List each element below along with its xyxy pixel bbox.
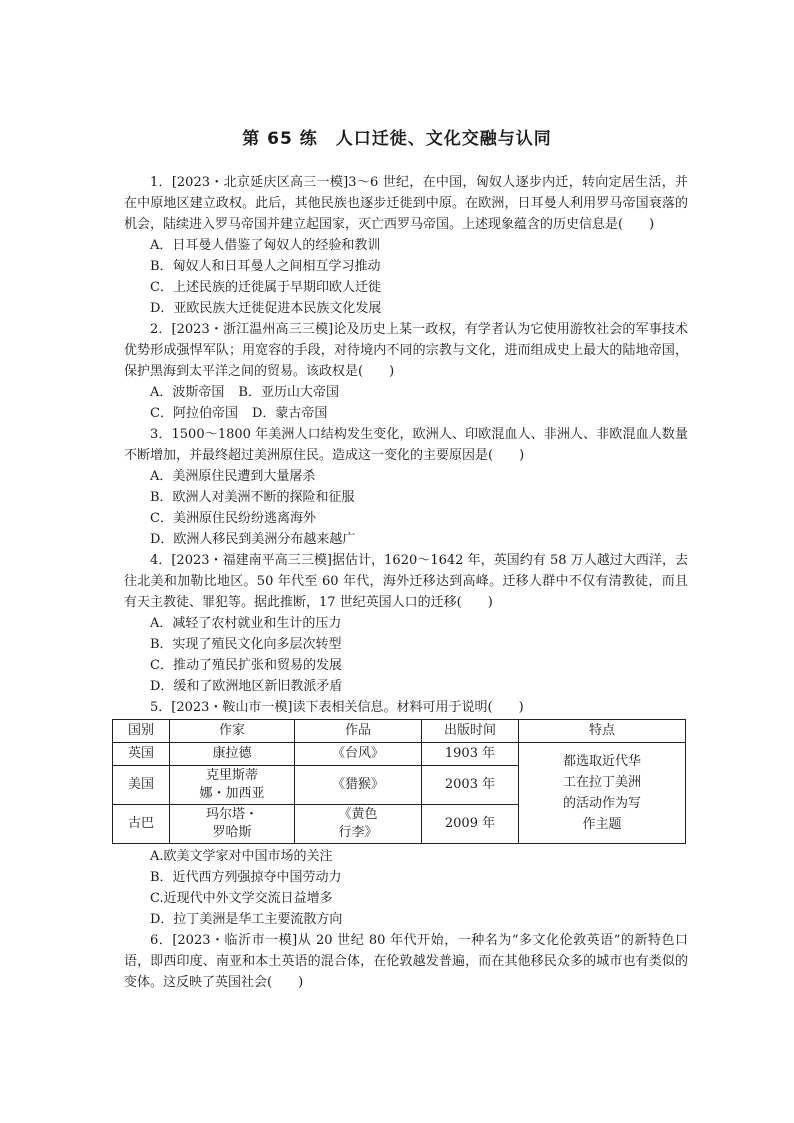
page-title: 第 65 练 人口迁徙、文化交融与认同: [242, 129, 552, 149]
option-b: B．亚历山大帝国: [238, 385, 339, 400]
feature-line: 作主题: [582, 817, 622, 832]
table-header: 出版时间: [422, 720, 519, 743]
option-d: D．缓和了欧洲地区新旧教派矛盾: [150, 679, 343, 694]
option-a: A．美洲原住民遭到大量屠杀: [150, 469, 316, 484]
question-2: [124, 319, 688, 424]
question-4: [124, 550, 688, 697]
option-a: A．波斯帝国: [150, 385, 225, 400]
option-d: D．亚欧民族大迁徙促进本民族文化发展: [150, 301, 382, 316]
table-cell-year: 1903 年: [422, 743, 519, 766]
option-c: C．美洲原住民纷纷逃离海外: [150, 511, 316, 526]
option-a: A．日耳曼人借鉴了匈奴人的经验和教训: [150, 238, 381, 253]
info-table: [112, 719, 686, 844]
question-stem: 6．[2023・临沂市一模]从 20 世纪 80 年代开始，一种名为“多文化伦敦英语”的新特色口语，即西印度、南亚和本土英语的混合体，在伦敦越发普遍，而在其他移民众多的城市也有类似的变体。这反映了英国社会( ): [124, 933, 688, 990]
table-cell-work: 《台风》: [295, 743, 422, 766]
feature-line: 工在拉丁美洲: [562, 775, 641, 790]
question-stem: 1．[2023・北京延庆区高三一模]3～6 世纪，在中国，匈奴人逐步内迁，转向定居生活，并在中原地区建立政权。此后，其他民族也逐步迁徙到中原。在欧洲，日耳曼人利用罗马帝国衰落的机会，陆续进入罗马帝国并建立起国家，灭亡西罗马帝国。上述现象蕴含的历史信息是( ): [124, 175, 688, 232]
question-stem: 2．[2023・浙江温州高三三模]论及历史上某一政权，有学者认为它使用游牧社会的军事技术优势形成强悍军队；用宽容的手段，对待境内不同的宗教与文化，进而组成史上最大的陆地帝国，保护黑海到太平洋之间的贸易。该政权是( ): [124, 322, 688, 379]
table-header: 特点: [519, 720, 686, 743]
table-cell-feature: [519, 743, 686, 844]
table-cell-year: 2003 年: [422, 766, 519, 805]
option-c: C.近现代中外文学交流日益增多: [150, 891, 333, 906]
question-1: [124, 172, 688, 319]
table-cell-country: 英国: [113, 743, 170, 766]
option-b: B．匈奴人和日耳曼人之间相互学习推动: [150, 259, 381, 274]
table-cell-year: 2009 年: [422, 805, 519, 844]
author-line: 娜・加西亚: [199, 786, 265, 801]
feature-line: 的活动作为写: [562, 796, 641, 811]
option-b: B．欧洲人对美洲不断的探险和征服: [150, 490, 355, 505]
question-6: [124, 930, 688, 993]
author-line: 克里斯蒂: [205, 768, 258, 783]
table-header-row: [113, 720, 686, 743]
question-list: [124, 172, 688, 993]
table-cell-author: [170, 766, 295, 805]
option-d: D．拉丁美洲是华工主要流散方向: [150, 912, 343, 927]
question-3: [124, 424, 688, 550]
option-a: A.欧美文学家对中国市场的关注: [150, 849, 333, 864]
option-d: D．蒙古帝国: [251, 406, 328, 421]
option-b: B．近代西方列强掠夺中国劳动力: [150, 870, 342, 885]
question-stem: 4．[2023・福建南平高三三模]据估计，1620～1642 年，英国约有 58 万人越过大西洋，去往北美和加勒比地区。50 年代至 60 年代，海外迁移达到高峰。迁移人群中不仅有清教徒，而且有天主教徒、罪犯等。据此推断，17 世纪英国人口的迁移( ): [124, 553, 688, 610]
author-line: 玛尔塔・: [205, 807, 258, 822]
table-cell-country: 美国: [113, 766, 170, 805]
table-header: 作家: [170, 720, 295, 743]
option-row: [124, 403, 688, 424]
option-a: A．减轻了农村就业和生计的压力: [150, 616, 342, 631]
option-b: B．实现了殖民文化向多层次转型: [150, 637, 342, 652]
author-line: 罗哈斯: [212, 825, 252, 840]
table-row: [113, 743, 686, 766]
table-cell-country: 古巴: [113, 805, 170, 844]
question-5: [124, 697, 688, 930]
table-cell-author: [170, 805, 295, 844]
table-cell-work: [295, 805, 422, 844]
option-c: C．推动了殖民扩张和贸易的发展: [150, 658, 342, 673]
table-cell-author: 康拉德: [170, 743, 295, 766]
work-line: 《黄色: [338, 807, 378, 822]
question-stem: 3．1500～1800 年美洲人口结构发生变化，欧洲人、印欧混血人、非洲人、非欧混血人数量不断增加，并最终超过美洲原住民。造成这一变化的主要原因是( ): [124, 427, 688, 463]
option-d: D．欧洲人移民到美洲分布越来越广: [150, 532, 356, 547]
table-cell-work: 《猎猴》: [295, 766, 422, 805]
table-header: 作品: [295, 720, 422, 743]
option-row: [124, 382, 688, 403]
question-stem: 5．[2023・鞍山市一模]读下表相关信息。材料可用于说明( ): [150, 700, 524, 715]
option-c: C．上述民族的迁徙属于早期印欧人迁徙: [150, 280, 381, 295]
option-c: C．阿拉伯帝国: [150, 406, 238, 421]
feature-line: 都选取近代华: [562, 754, 641, 769]
work-line: 行李》: [338, 825, 378, 840]
table-header: 国别: [113, 720, 170, 743]
